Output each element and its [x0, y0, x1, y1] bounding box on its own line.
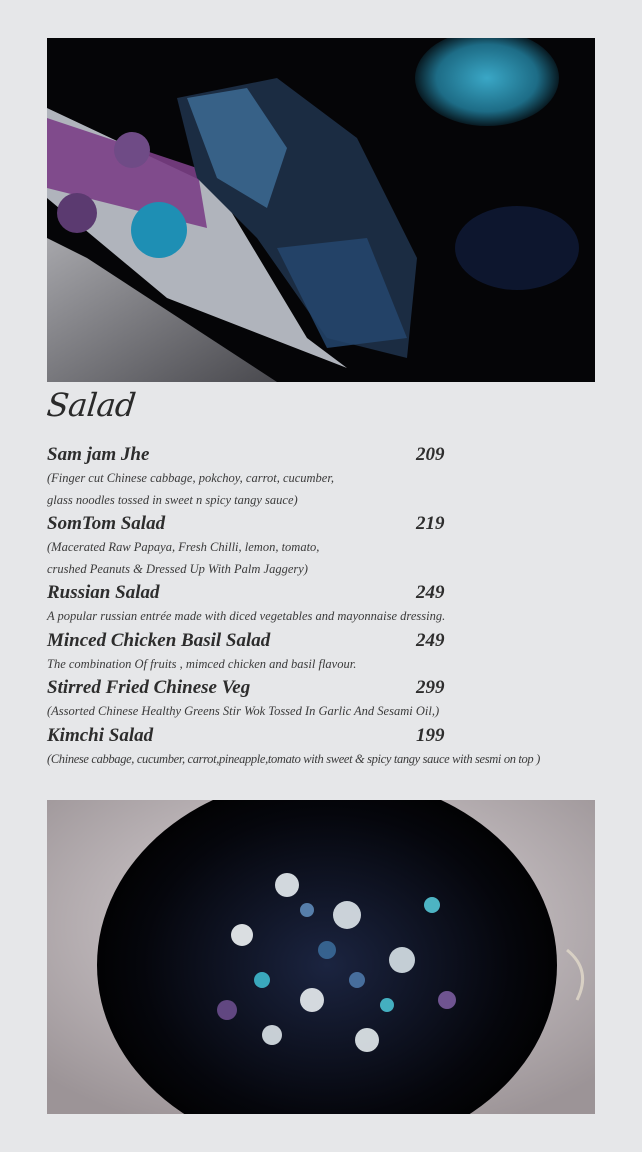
item-description: (Macerated Raw Papaya, Fresh Chilli, lemon, tomato, crushed Peanuts & Dressed Up With Palm Jaggery)	[47, 540, 320, 576]
salad-photo-bottom	[47, 800, 595, 1114]
item-description: (Assorted Chinese Healthy Greens Stir Wok Tossed In Garlic And Sesami Oil,)	[47, 704, 440, 718]
item-price: 199	[416, 724, 445, 746]
item-name: Russian Salad	[47, 582, 160, 603]
item-name: SomTom Salad	[47, 513, 166, 534]
item-price: 249	[416, 582, 445, 603]
menu-item	[47, 511, 607, 580]
item-price: 219	[416, 513, 445, 534]
item-price: 299	[416, 677, 445, 698]
menu-item	[47, 628, 607, 676]
item-description: (Chinese cabbage, cucumber, carrot,pineapple,tomato with sweet & spicy tangy sauce with sesmi on top )	[47, 751, 540, 766]
section-title: Salad	[45, 386, 138, 424]
salad-photo-top	[47, 38, 595, 382]
item-description: A popular russian entrée made with diced vegetables and mayonnaise dressing.	[47, 609, 446, 623]
item-name: Minced Chicken Basil Salad	[47, 629, 271, 651]
item-description: (Finger cut Chinese cabbage, pokchoy, carrot, cucumber, glass noodles tossed in sweet n spicy tangy sauce)	[47, 471, 334, 507]
item-description: The combination Of fruits , mimced chicken and basil flavour.	[47, 656, 357, 671]
item-price: 249	[416, 629, 445, 651]
item-name: Stirred Fried Chinese Veg	[47, 677, 251, 698]
menu-list	[47, 442, 607, 770]
item-price: 209	[416, 444, 445, 465]
item-name: Sam jam Jhe	[47, 444, 150, 465]
item-name: Kimchi Salad	[47, 724, 154, 746]
menu-item	[47, 723, 607, 771]
menu-item	[47, 442, 607, 511]
menu-item	[47, 580, 607, 628]
menu-item	[47, 675, 607, 723]
